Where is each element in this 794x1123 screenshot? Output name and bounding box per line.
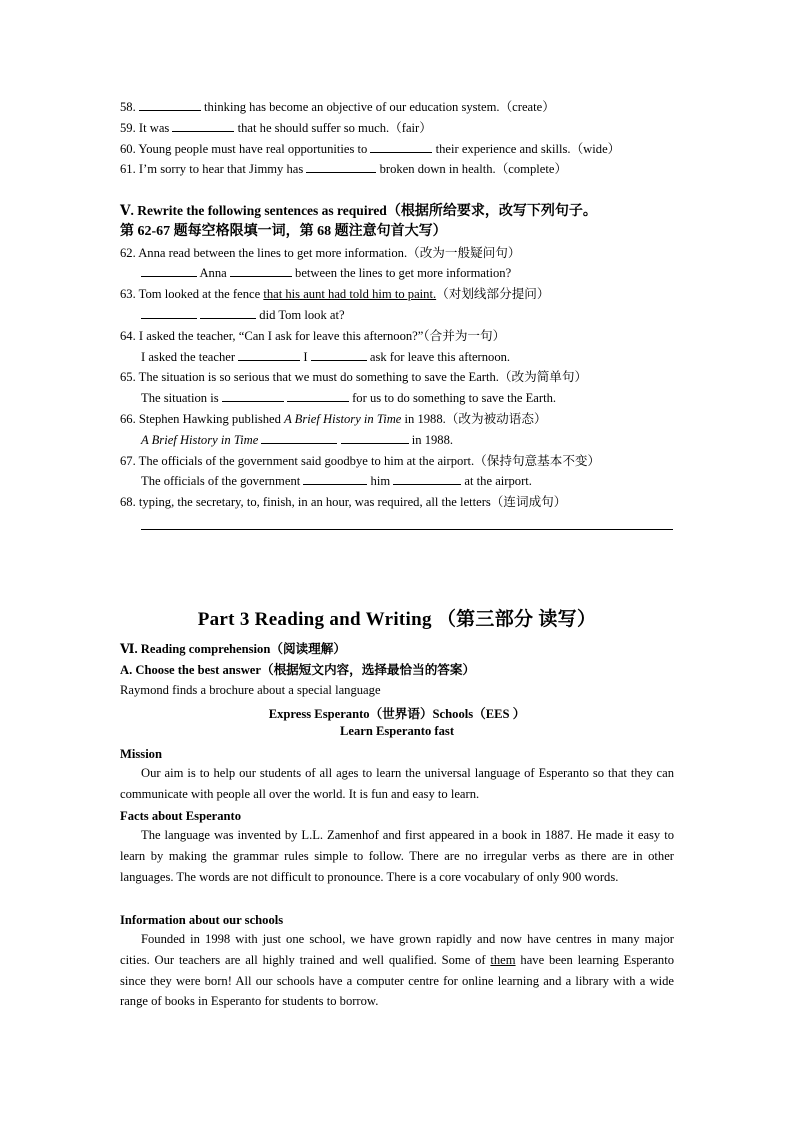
answer-blank[interactable]: [306, 160, 376, 173]
question-59: 59. It was that he should suffer so much.（fair）: [120, 121, 432, 135]
answer-66: A Brief History in Time in 1988.: [141, 433, 454, 447]
answer-blank[interactable]: [222, 389, 284, 402]
answer-68-line[interactable]: [141, 529, 673, 530]
info-paragraph: Founded in 1998 with just one school, we have grown rapidly and now have centres in many major cities. Our teachers are all highly trained and well qualified. Some of them have been learning Esperanto since they were born! All our schools have a computer centre for online learning and a library with a wide range of books in Esperanto for students to borrow.: [120, 932, 674, 1009]
part-3-title: Part 3 Reading and Writing （第三部分 读写）: [197, 609, 597, 630]
answer-65: The situation is for us to do something to save the Earth.: [141, 391, 557, 405]
question-66: 66. Stephen Hawking published A Brief History in Time in 1988.（改为被动语态）: [120, 412, 547, 426]
question-62: 62. Anna read between the lines to get more information.（改为一般疑问句）: [120, 246, 521, 260]
question-58: 58. thinking has become an objective of our education system.（create）: [120, 100, 555, 114]
answer-blank[interactable]: [141, 264, 197, 277]
answer-blank[interactable]: [238, 348, 300, 361]
answer-blank[interactable]: [261, 431, 337, 444]
intro-text: Raymond finds a brochure about a special language: [120, 683, 381, 697]
question-60: 60. Young people must have real opportunities to their experience and skills.（wide）: [120, 142, 621, 156]
answer-blank[interactable]: [172, 119, 234, 132]
mission-heading: Mission: [120, 747, 162, 761]
facts-paragraph: The language was invented by L.L. Zamenhof and first appeared in a book in 1887. He made it easy to learn by making the grammar rules simple to follow. There are no irregular verbs as there are in other languages. The words are not difficult to pronounce. There is a core vocabulary of only 900 words.: [120, 828, 674, 884]
answer-blank[interactable]: [200, 306, 256, 319]
answer-67: The officials of the government him at the airport.: [141, 474, 532, 488]
answer-blank[interactable]: [393, 472, 461, 485]
brochure-subtitle: Learn Esperanto fast: [339, 724, 455, 738]
mission-paragraph: Our aim is to help our students of all ages to learn the universal language of Esperanto so that they can communicate with people all over the world. It is fun and easy to learn.: [120, 766, 674, 801]
section-5-heading: Ⅴ. Rewrite the following sentences as required（根据所给要求，改写下列句子。: [120, 203, 597, 219]
section-a-heading: A. Choose the best answer（根据短文内容，选择最恰当的答案）: [120, 663, 476, 677]
answer-62: Anna between the lines to get more information?: [141, 264, 511, 282]
answer-blank[interactable]: [287, 389, 349, 402]
answer-blank[interactable]: [370, 140, 432, 153]
question-65: 65. The situation is so serious that we must do something to save the Earth.（改为简单句）: [120, 370, 588, 384]
answer-63: did Tom look at?: [141, 306, 345, 324]
question-63: 63. Tom looked at the fence that his aunt had told him to paint.（对划线部分提问）: [120, 287, 550, 301]
question-68: 68. typing, the secretary, to, finish, in an hour, was required, all the letters（连词成句）: [120, 495, 567, 509]
answer-blank[interactable]: [141, 306, 197, 319]
facts-heading: Facts about Esperanto: [120, 809, 242, 823]
answer-blank[interactable]: [303, 472, 367, 485]
answer-blank[interactable]: [230, 264, 292, 277]
brochure-title: Express Esperanto（世界语）Schools（EES ）: [268, 707, 526, 721]
section-5-heading-line2: 第 62-67 题每空格限填一词，第 68 题注意句首大写）: [120, 224, 447, 239]
question-67: 67. The officials of the government said goodbye to him at the airport.（保持句意基本不变）: [120, 454, 601, 468]
answer-64: I asked the teacher I ask for leave this afternoon.: [141, 350, 511, 364]
question-61: 61. I’m sorry to hear that Jimmy has broken down in health.（complete）: [120, 162, 568, 176]
answer-blank[interactable]: [139, 98, 201, 111]
section-6-heading: Ⅵ. Reading comprehension（阅读理解）: [120, 642, 346, 656]
answer-blank[interactable]: [341, 431, 409, 444]
answer-blank[interactable]: [311, 348, 367, 361]
question-64: 64. I asked the teacher, “Can I ask for leave this afternoon?”（合并为一句）: [120, 329, 506, 343]
info-heading: Information about our schools: [120, 913, 284, 927]
